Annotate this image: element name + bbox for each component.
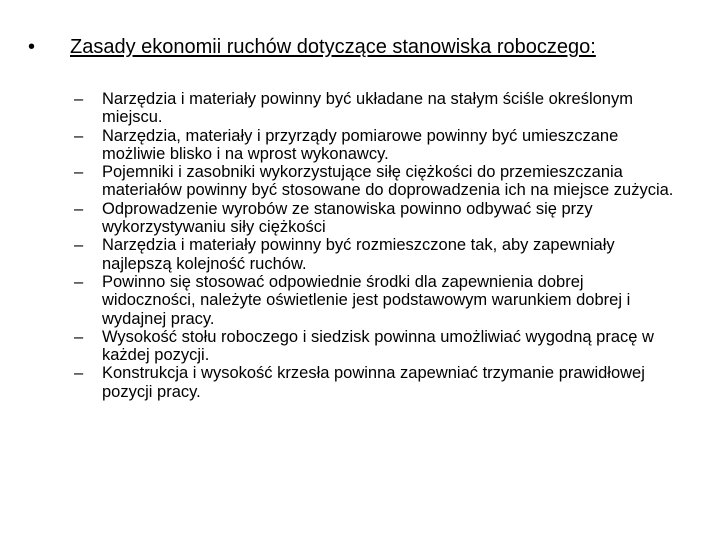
list-item-text: Narzędzia, materiały i przyrządy pomiarowe powinny być umieszczane możliwie blisko i na wprost wykonawcy. [102,126,619,163]
dash-marker: – [74,163,84,182]
dash-marker: – [74,327,84,346]
list-item [74,127,674,164]
main-bullet-point [28,36,688,58]
dash-marker: – [74,90,84,108]
list-item-text: Odprowadzenie wyrobów ze stanowiska powinno odbywać się przy wykorzystywaniu siły ciężkości [102,199,593,237]
dash-marker: – [74,199,84,218]
dash-marker: – [74,236,84,255]
dash-marker: – [74,126,84,145]
list-item [74,364,674,401]
list-item [74,200,674,237]
list-item-text: Wysokość stołu roboczego i siedzisk powinna umożliwiać wygodną pracę w każdej pozycji. [102,327,654,365]
slide-heading: Zasady ekonomii ruchów dotyczące stanowiska roboczego: [70,36,596,58]
list-item [74,328,674,365]
dash-marker: – [74,364,84,383]
list-item-text: Narzędzia i materiały powinny być układane na stałym ściśle określonym miejscu. [102,90,633,127]
bullet-marker: • [28,36,36,58]
list-item-text: Narzędzia i materiały powinny być rozmieszczone tak, aby zapewniały najlepszą kolejność ruchów. [102,236,615,273]
list-item [74,273,674,328]
list-item [74,236,674,273]
list-item-text: Konstrukcja i wysokość krzesła powinna zapewniać trzymanie prawidłowej pozycji pracy. [102,364,645,401]
principles-list [74,90,674,401]
list-item-text: Pojemniki i zasobniki wykorzystujące siłę ciężkości do przemieszczania materiałów powinny być stosowane do doprowadzenia ich na miejsce zużycia. [102,163,674,200]
list-item [74,90,674,127]
list-item-text: Powinno się stosować odpowiednie środki dla zapewnienia dobrej widoczności, należyte oświetlenie jest podstawowym warunkiem dobrej i wydajnej pracy. [102,272,631,328]
list-item [74,163,674,200]
dash-marker: – [74,272,84,291]
